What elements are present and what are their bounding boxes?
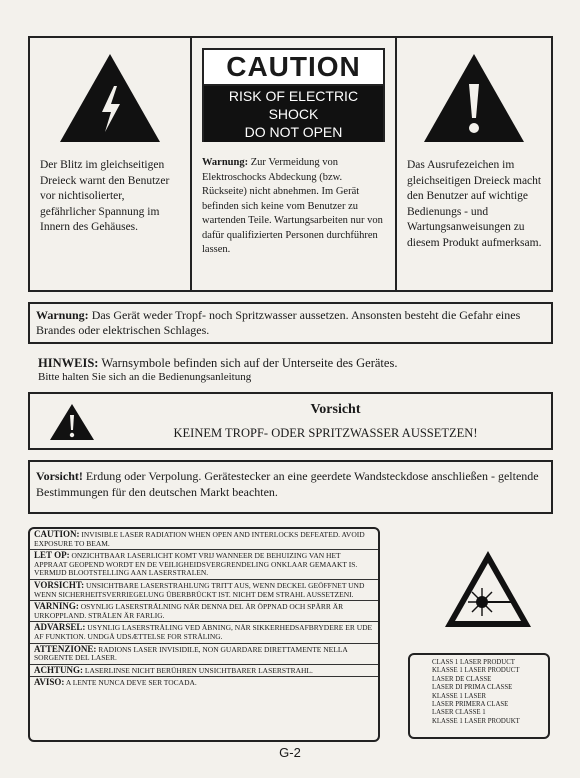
laser-class-box — [408, 653, 550, 739]
laser-class-line: KLASSE 1 LASER PRODUKT — [432, 717, 520, 725]
laser-class-line: KLASSE 1 LASER PRODUCT — [432, 667, 520, 675]
warnung-box-text: Das Gerät weder Tropf- noch Spritzwasser aussetzen. Ansonsten besteht die Gefahr eines Brandes oder elektrischen Schlages. — [36, 308, 521, 337]
hinweis-text: Warnsymbole befinden sich auf der Unterseite des Gerätes. — [98, 356, 398, 370]
laser-class-line: LASER DE CLASSE — [432, 675, 492, 683]
erdung-box — [28, 460, 553, 514]
caution-column — [192, 38, 397, 290]
laser-class-line: CLASS 1 LASER PRODUCT — [432, 659, 515, 666]
hinweis-note — [38, 356, 548, 384]
laser-row: ADVARSEL: USYNLIG LASERSTRÅLING VED ÅBNING, NÅR SIKKERHEDSAFBRYDERE ER UDE AF FUNKTION. UNDGÅ UDSÆTTELSE FOR STRÅLING. — [30, 622, 378, 643]
caution-table — [28, 36, 553, 292]
laser-row: ATTENZIONE: RADIONS LASER INVISIDILE, NON GUARDARE DIRETTAMENTE NELLA SORGENTE DEL LASER. — [30, 644, 378, 665]
caution-label — [202, 48, 385, 142]
hinweis-label: HINWEIS: — [38, 356, 99, 370]
exclamation-description: Das Ausrufezeichen im gleichseitigen Dreieck macht den Benutzer auf wichtige Bedienungs - und Wartungsanweisungen zu diesem Produkt aufmerksam. — [407, 159, 542, 249]
risk-line-2: DO NOT OPEN — [244, 124, 343, 140]
warnung-box — [28, 302, 553, 344]
risk-line-1: RISK OF ELECTRIC SHOCK — [228, 88, 359, 122]
lightning-description: Der Blitz im gleichseitigen Dreieck warnt den Benutzer vor nichtisolierter, gefährlicher Spannung im Innern des Gehäuses. — [40, 159, 170, 233]
exclamation-warning-icon — [420, 50, 528, 151]
laser-class-line: LASER DI PRIMA CLASSE — [432, 684, 513, 692]
warnung-label: Warnung: — [202, 157, 249, 168]
caution-title: CAUTION — [204, 50, 383, 86]
vorsicht-text: KEINEM TROPF- ODER SPRITZWASSER AUSSETZEN! — [173, 426, 478, 440]
erdung-text: Erdung oder Verpolung. Gerätestecker an eine geerdete Wandsteckdose anschließen - geltende Bestimmungen für den deutschen Markt beachten. — [36, 469, 539, 499]
laser-hazard-icon — [442, 548, 534, 635]
laser-row: ACHTUNG: LASERLINSE NICHT BERÜHREN UNSICHTBARER LASERSTRAHL. — [30, 665, 378, 678]
laser-class-line: LASER PRIMERA CLASE — [432, 701, 509, 709]
risk-of-shock-banner — [204, 86, 383, 142]
vorsicht-box — [28, 392, 553, 450]
warnung-text: Zur Vermeidung von Elektroschocks Abdeckung (bzw. Rückseite) nicht abnehmen. Im Gerät befinden sich keine vom Benutzer zu wartenden Teile. Wartungsarbeiten nur von dafür qualifizierten Personen durchführen lassen. — [202, 157, 383, 255]
page-number: G-2 — [279, 745, 301, 760]
lightning-column — [30, 38, 192, 290]
lightning-warning-icon — [56, 50, 164, 151]
laser-row: VORSICHT: UNSICHTBARE LASERSTRAHLUNG TRITT AUS, WENN DECKEL GEÖFFNET UND WENN SICHERHEITSVERRIEGELUNG ÜBERBRÜCKT IST. NICHT DEM STRAHL AUSSETZENI. — [30, 580, 378, 601]
erdung-label: Vorsicht! — [36, 469, 83, 483]
hinweis-subtext: Bitte halten Sie sich an die Bedienungsanleitung — [38, 371, 252, 383]
laser-row: VARNING: OSYNLIG LASERSTRÅLNING NÄR DENNA DEL ÄR ÖPPNAD OCH SPÄRR ÄR URKOPPLAND. STRÅLEN ÄR FARLIG. — [30, 601, 378, 622]
laser-row: CAUTION: INVISIBLE LASER RADIATION WHEN OPEN AND INTERLOCKS DEFEATED. AVOID EXPOSURE TO BEAM. — [30, 529, 378, 550]
laser-class-line: KLASSE 1 LASER — [432, 692, 487, 700]
laser-class-line: LASER CLASSE 1 — [432, 709, 486, 717]
laser-row: LET OP: ONZICHTBAAR LASERLICHT KOMT VRIJ WANNEER DE BEHUIZING VAN HET APPRAAT GEOPEND WORDT EN DE VEILIGHEIDSVERGRENDELING ONKLAAR GEMAAKT IS. VERMIJD BLOOTSTELLING AAN LASERSTRALEN. — [30, 550, 378, 580]
laser-warning-box — [28, 527, 380, 742]
warnung-description — [202, 156, 387, 258]
vorsicht-title: Vorsicht — [310, 402, 361, 417]
laser-row: AVISO: A LENTE NUNCA DEVE SER TOCADA. — [34, 677, 197, 688]
warnung-box-label: Warnung: — [36, 308, 89, 322]
exclamation-column — [397, 38, 551, 290]
